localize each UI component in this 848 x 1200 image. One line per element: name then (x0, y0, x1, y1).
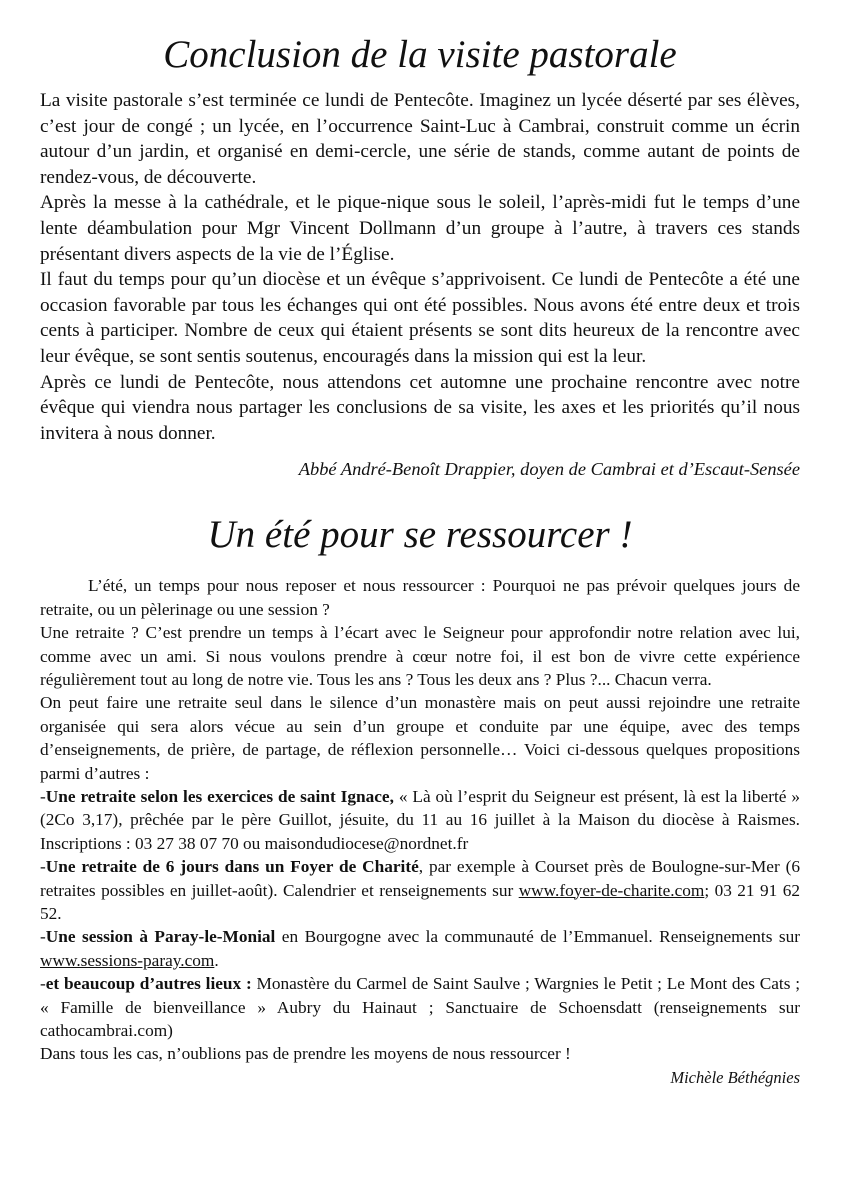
item-dash: - (40, 857, 46, 877)
item-text: Monastère du Carmel de Saint Saulve ; Wargnies le Petit ; Le Mont des Cats ; « Famille de bienveillance » Aubry du Hainaut ; Sanctuaire de Schoensdatt (renseignements sur cathocambrai.com) (40, 974, 800, 1041)
item-text: , par exemple à Courset près de Boulogne-sur-Mer (6 retraites possibles en juillet-août). Calendrier et renseignements sur (40, 857, 801, 900)
intro-paragraph: L’été, un temps pour nous reposer et nous ressourcer : Pourquoi ne pas prévoir quelques jours de retraite, ou un pèlerinage ou une session ? (40, 576, 800, 619)
website-link[interactable]: www.sessions-paray.com (40, 950, 215, 970)
section-title: Un été pour se ressourcer ! (207, 513, 633, 557)
paragraph: Après ce lundi de Pentecôte, nous attendons cet automne une prochaine rencontre avec notre évêque qui viendra nous partager les conclusions de sa visite, les axes et les priorités qu’il nous invitera à nous donner. (40, 371, 800, 444)
paragraph: La visite pastorale s’est terminée ce lundi de Pentecôte. Imaginez un lycée déserté par ses élèves, c’est jour de congé ; un lycée, en l’occurrence Saint-Luc à Cambrai, construit comme un écrin autour d’un jardin, et organisé en demi-cercle, une série de stands, comme autant de points de rendez-vous, de découverte. (40, 90, 800, 188)
item-dash: - (40, 786, 46, 806)
website-link[interactable]: www.foyer-de-charite.com (518, 880, 705, 900)
item-text-tail: ; 03 21 91 62 52. (40, 880, 800, 923)
paragraph: Une retraite ? C’est prendre un temps à l’écart avec le Seigneur pour approfondir notre relation avec lui, comme avec un ami. Si nous voulons prendre à cœur notre foi, il est bon de vivre cette expérience régulièrement tout au long de notre vie. Tous les ans ? Tous les deux ans ? Plus ?... Chacun verra. (40, 623, 800, 689)
author-signature: Michèle Béthégnies (670, 1067, 800, 1087)
list-item (40, 785, 800, 855)
item-text-tail: . (214, 950, 219, 970)
item-heading: Une retraite selon les exercices de saint Ignace, (45, 786, 394, 806)
item-dash: - (40, 927, 46, 947)
closing-paragraph: Dans tous les cas, n’oublions pas de prendre les moyens de nous ressourcer ! (40, 1044, 571, 1064)
item-text: en Bourgogne avec la communauté de l’Emmanuel. Renseignements sur (275, 927, 801, 947)
section-title: Conclusion de la visite pastorale (163, 33, 677, 76)
paragraph: Après la messe à la cathédrale, et le pique-nique sous le soleil, l’après-midi fut le temps d’une lente déambulation pour Mgr Vincent Dollmann d’un groupe à l’autre, à travers ces stands présentant divers aspects de la vie de l’Église. (40, 192, 800, 265)
paragraph: On peut faire une retraite seul dans le silence d’un monastère mais on peut aussi rejoindre une retraite organisée qui sera alors vécue au sein d’un groupe et conduite par une équipe, avec des temps d’enseignements, de prière, de partage, de réflexion personnelle… Voici ci-dessous quelques propositions parmi d’autres : (40, 693, 800, 783)
item-heading: Une retraite de 6 jours dans un Foyer de Charité (45, 857, 419, 877)
paragraph: Il faut du temps pour qu’un diocèse et un évêque s’apprivoisent. Ce lundi de Pentecôte a été une occasion favorable par tous les échanges qui ont été possibles. Nous avons été entre deux et trois cents à participer. Nombre de ceux qui étaient présents se sont dits heureux de la rencontre avec leur évêque, se sont sentis soutenus, encouragés dans la mission qui est la leur. (40, 269, 800, 367)
list-item (40, 972, 800, 1042)
section-pastoral-visit (40, 30, 800, 482)
item-heading: et beaucoup d’autres lieux : (45, 974, 252, 994)
item-text: « Là où l’esprit du Seigneur est présent, là est la liberté » (2Co 3,17), prêchée par le père Guillot, jésuite, du 11 au 16 juillet à la Maison du diocèse à Raismes. Inscriptions : 03 27 38 07 70 ou maisondudiocese@nordnet.fr (40, 786, 800, 853)
item-dash: - (40, 974, 46, 994)
list-item (40, 925, 800, 972)
section-summer-retreat (40, 510, 800, 1089)
list-item (40, 855, 800, 925)
item-heading: Une session à Paray-le-Monial (45, 927, 276, 947)
author-signature: Abbé André-Benoît Drappier, doyen de Cambrai et d’Escaut-Sensée (298, 459, 800, 480)
